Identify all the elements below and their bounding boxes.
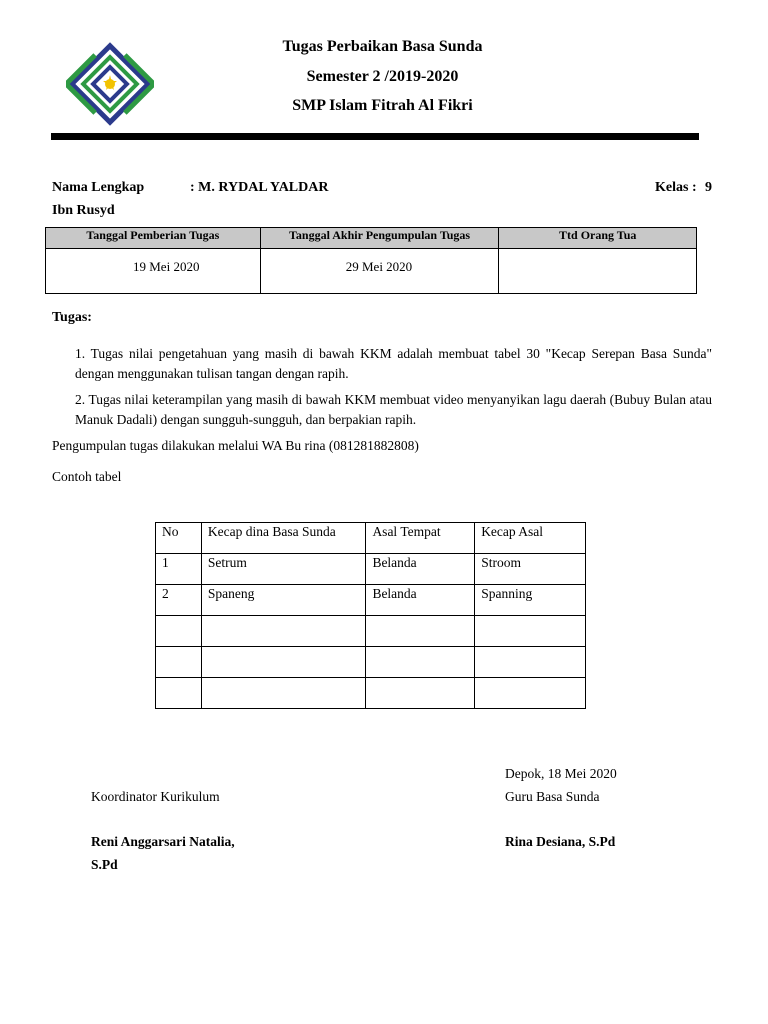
table-header-row	[46, 228, 697, 249]
table-row	[156, 678, 586, 709]
header-school: SMP Islam Fitrah Al Fikri	[292, 97, 473, 114]
class-label: Kelas :	[655, 180, 697, 195]
name-label: Nama Lengkap	[52, 180, 145, 195]
right-signer-role: Guru Basa Sunda	[505, 789, 600, 804]
cell: 1	[162, 555, 169, 570]
table-row	[156, 616, 586, 647]
table-header-row	[156, 523, 586, 554]
right-signer-name: Rina Desiana, S.Pd	[505, 834, 616, 849]
example-label: Contoh tabel	[52, 469, 122, 484]
header-semester: Semester 2 /2019-2020	[306, 68, 459, 85]
task-item-1: 1. Tugas nilai pengetahuan yang masih di bawah KKM adalah membuat tabel 30 "Kecap Serepan Basa Sunda" dengan menggunakan tulisan tangan dengan rapih.	[75, 346, 712, 381]
left-signer-role: Koordinator Kurikulum	[91, 789, 220, 804]
school-emblem-icon	[66, 40, 154, 128]
task-item-2: 2. Tugas nilai keterampilan yang masih di bawah KKM membuat video menyanyikan lagu daerah (Bubuy Bulan atau Manuk Dadali) dengan sungguh-sungguh, dan berpakian rapih.	[75, 392, 712, 427]
class-value: 9	[705, 180, 712, 195]
header-title: Tugas Perbaikan Basa Sunda	[282, 38, 483, 55]
left-signer-title: S.Pd	[91, 857, 118, 872]
cell: Setrum	[207, 555, 247, 570]
example-table	[155, 522, 586, 709]
table-row	[46, 249, 697, 294]
assignment-dates-table	[45, 227, 697, 294]
submission-note: Pengumpulan tugas dilakukan melalui WA Bu rina (081281882808)	[52, 438, 419, 453]
header-divider	[51, 133, 699, 140]
left-signer-name: Reni Anggarsari Natalia,	[91, 834, 235, 849]
header-cell-source-word: Kecap Asal	[481, 524, 544, 539]
header-cell-due-date: Tanggal Akhir Pengumpulan Tugas	[260, 228, 499, 249]
due-date-value: 29 Mei 2020	[345, 259, 413, 274]
table-row	[156, 647, 586, 678]
table-row	[156, 554, 586, 585]
class-name: Ibn Rusyd	[52, 203, 115, 218]
cell: Stroom	[481, 555, 521, 570]
parent-signature-cell	[499, 249, 697, 294]
place-date: Depok, 18 Mei 2020	[505, 766, 617, 781]
header-cell-word: Kecap dina Basa Sunda	[207, 524, 336, 539]
cell: Spanning	[481, 586, 533, 601]
cell: Belanda	[372, 586, 417, 601]
table-row	[156, 585, 586, 616]
header-cell-no: No	[162, 524, 179, 539]
cell: 2	[162, 586, 169, 601]
header-cell-given-date: Tanggal Pemberian Tugas	[46, 228, 261, 249]
given-date-value: 19 Mei 2020	[133, 259, 200, 274]
cell: Spaneng	[207, 586, 255, 601]
header-cell-origin: Asal Tempat	[372, 524, 441, 539]
header-cell-parent-signature: Ttd Orang Tua	[499, 228, 697, 249]
cell: Belanda	[372, 555, 417, 570]
name-value: : M. RYDAL YALDAR	[190, 180, 329, 195]
tasks-heading: Tugas:	[52, 310, 92, 325]
